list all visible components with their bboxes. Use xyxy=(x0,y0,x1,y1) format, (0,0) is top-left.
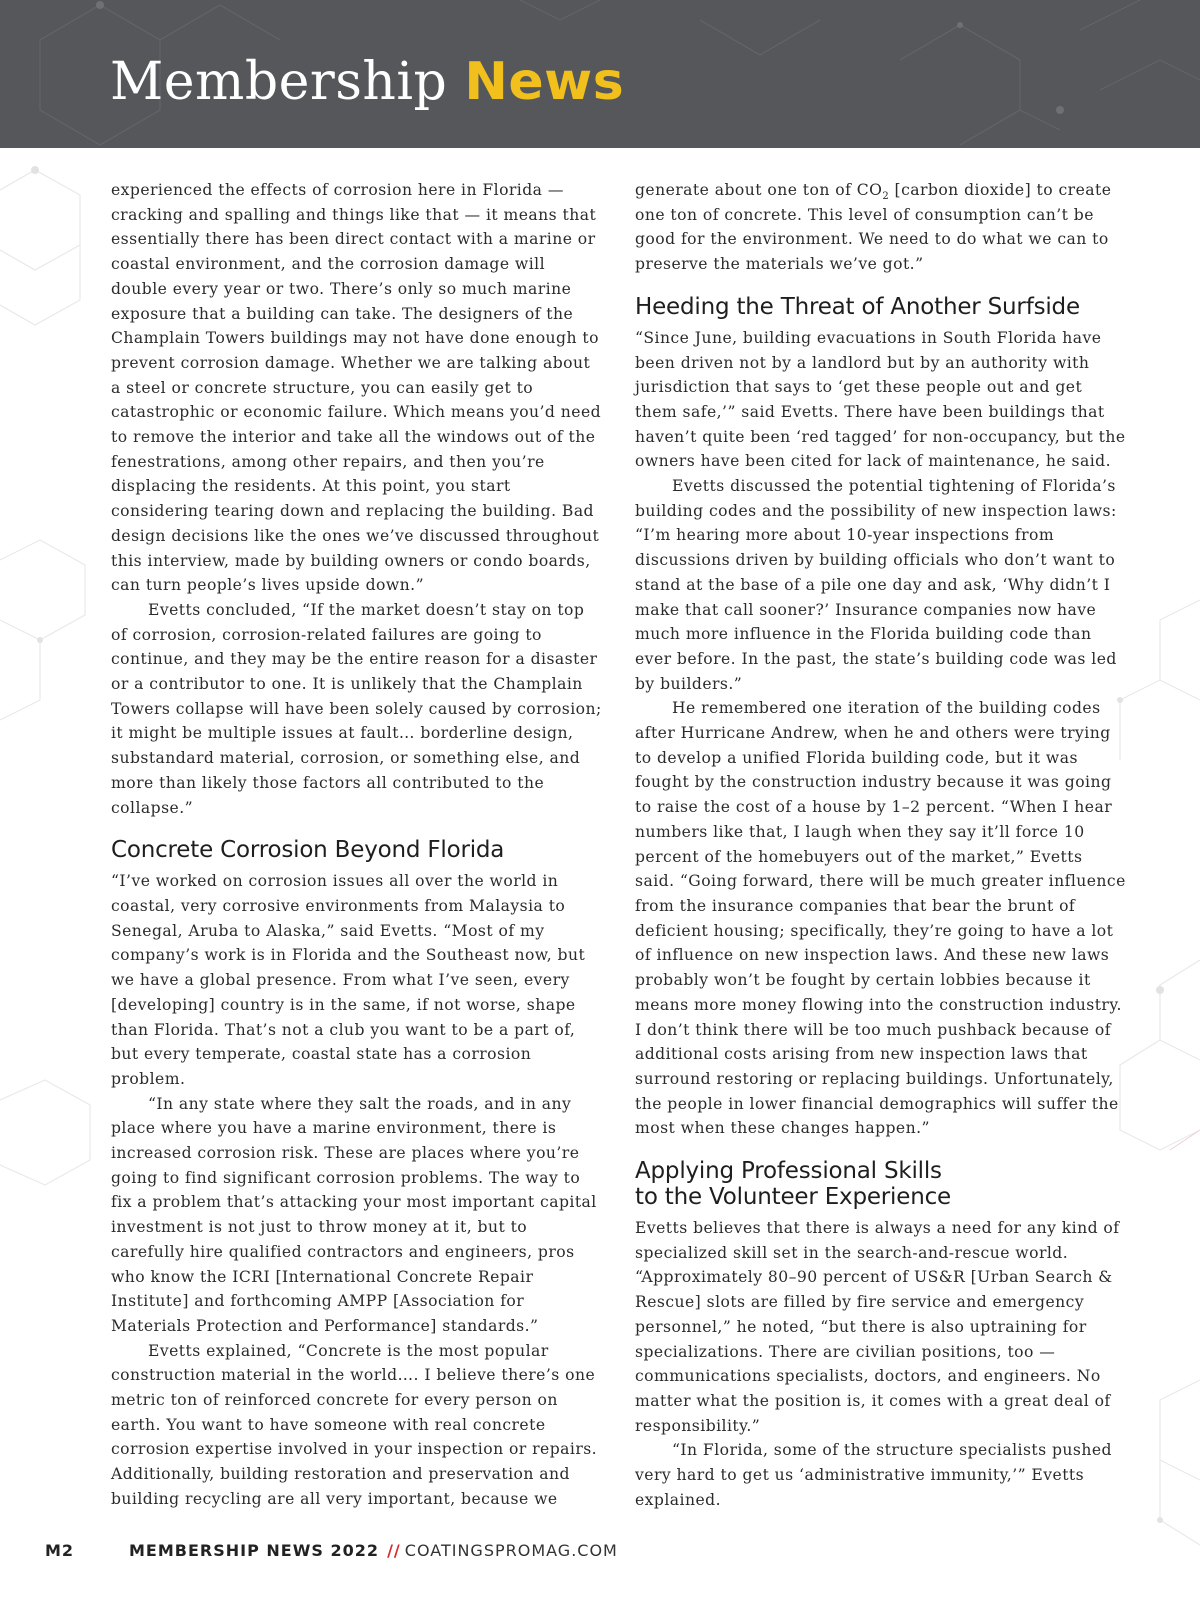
right-paragraph-3: Evetts discussed the potential tightening of Florida’s building codes and the possibility of new inspection laws: “I’m hearing more about 10-year inspections from discussions driven by building officials who don’t want to stand at the base of a pile one day and ask, ‘Why didn’t I make that call sooner?’ Insurance companies now have much more influence in the Florida building code than ever before. In the past, the state’s building code was led by builders.” xyxy=(635,477,1117,693)
right-paragraph-6: “In Florida, some of the structure specialists pushed very hard to get us ‘administrative immunity,’” Evetts explained. xyxy=(635,1441,1112,1509)
page-title-bold: News xyxy=(464,52,625,112)
left-paragraph-4: “In any state where they salt the roads, and in any place where you have a marine environment, there is increased corrosion risk. These are places where you’re going to find significant corrosion problems. The way to fix a problem that’s attacking your most important capital investment is not just to throw money at it, but to carefully hire qualified contractors and engineers, pros who know the ICRI [International Concrete Repair Institute] and forthcoming AMPP [Association for Materials Protection and Performance] standards.” xyxy=(111,1094,597,1335)
page-title xyxy=(110,52,624,112)
section-heading-volunteer: Applying Professional Skills to the Volunteer Experience xyxy=(635,1158,951,1211)
right-paragraph-2: “Since June, building evacuations in South Florida have been driven not by a landlord but by an authority with jurisdiction that says to ‘get these people out and get them safe,’” said Evetts. There have been buildings that haven’t quite been ‘red tagged’ for non-occupancy, but the owners have been cited for lack of maintenance, he said. xyxy=(635,328,1126,471)
left-column xyxy=(111,178,605,1512)
right-paragraph-1-start: generate about one ton of CO xyxy=(635,181,883,199)
right-paragraph-1-end: [carbon dioxide] to create one ton of concrete. This level of consumption can’t be good for the environment. We need to do what we can to preserve the materials we’ve got.” xyxy=(635,181,1112,274)
section-heading-surfside: Heeding the Threat of Another Surfside xyxy=(635,293,1080,320)
right-paragraph-4: He remembered one iteration of the building codes after Hurricane Andrew, when he and others were trying to develop a unified Florida building code, but it was fought by the construction industry because it was going to raise the cost of a house by 1–2 percent. “When I hear numbers like that, I laugh when they say it’ll force 10 percent of the homebuyers out of the market,” Evetts said. “Going forward, there will be much greater influence from the insurance companies that bear the brunt of deficient housing; specifically, they’re going to have a lot of influence on new inspection laws. And these new laws probably won’t be fought by certain lobbies because it means more money flowing into the construction industry. I don’t think there will be too much pushback because of additional costs arising from new inspection laws that surround restoring or replacing buildings. Unfortunately, the people in lower financial demographics will suffer the most when these changes happen.” xyxy=(635,699,1126,1138)
section-heading-concrete-corrosion: Concrete Corrosion Beyond Florida xyxy=(111,837,505,864)
footer-separator: // xyxy=(387,1541,401,1560)
page-header xyxy=(0,0,1200,148)
co2-subscript: 2 xyxy=(882,191,890,203)
right-column xyxy=(635,178,1127,1512)
page-title-light: Membership xyxy=(110,52,448,112)
left-paragraph-2: Evetts concluded, “If the market doesn’t stay on top of corrosion, corrosion-related failures are going to continue, and they may be the entire reason for a disaster or a contributor to one. It is unlikely that the Champlain Towers collapse will have been solely caused by corrosion; it might be multiple issues at fault… borderline design, substandard material, corrosion, or something else, and more than likely those factors all contributed to the collapse.” xyxy=(111,600,602,817)
left-paragraph-1: experienced the effects of corrosion here in Florida — cracking and spalling and things like that — it means that essentially there has been direct contact with a marine or coastal environment, and the corrosion damage will double every year or two. There’s only so much marine exposure that a building can take. The designers of the Champlain Towers buildings may not have done enough to prevent corrosion damage. Whether we are talking about a steel or concrete structure, you can easily get to catastrophic or economic failure. Which means you’d need to remove the interior and take all the windows out of the fenestrations, among other repairs, and then you’re displacing the residents. At this point, you start considering tearing down and replacing the building. Bad design decisions like the ones we’ve discussed throughout this interview, made by building owners or condo boards, can turn people’s lives upside down.” xyxy=(111,181,602,595)
right-paragraph-1 xyxy=(635,178,1127,277)
page-footer xyxy=(45,1540,618,1562)
left-paragraph-5: Evetts explained, “Concrete is the most popular construction material in the world…. I believe there’s one metric ton of reinforced concrete for every person on earth. You want to have someone with real concrete corrosion expertise involved in your inspection or repairs. Additionally, building restoration and preservation and building recycling are all very important, because we xyxy=(111,1341,598,1508)
right-paragraph-5: Evetts believes that there is always a need for any kind of specialized skill set in the search-and-rescue world. “Approximately 80–90 percent of US&R [Urban Search & Rescue] slots are filled by fire service and emergency personnel,” he noted, “but there is also uptraining for specializations. There are civilian positions, too — communications specialists, doctors, and engineers. No matter what the position is, it comes with a great deal of responsibility.” xyxy=(635,1219,1120,1435)
left-paragraph-3: “I’ve worked on corrosion issues all over the world in coastal, very corrosive environments from Malaysia to Senegal, Aruba to Alaska,” said Evetts. “Most of my company’s work is in Florida and the Southeast now, but we have a global presence. From what I’ve seen, every [developing] country is in the same, if not worse, shape than Florida. That’s not a club you want to be a part of, but every temperate, coastal state has a corrosion problem. xyxy=(111,872,586,1088)
publication-name: MEMBERSHIP NEWS 2022 xyxy=(129,1541,379,1560)
page-number: M2 xyxy=(45,1541,75,1560)
website-link[interactable]: COATINGSPROMAG.COM xyxy=(404,1541,618,1560)
